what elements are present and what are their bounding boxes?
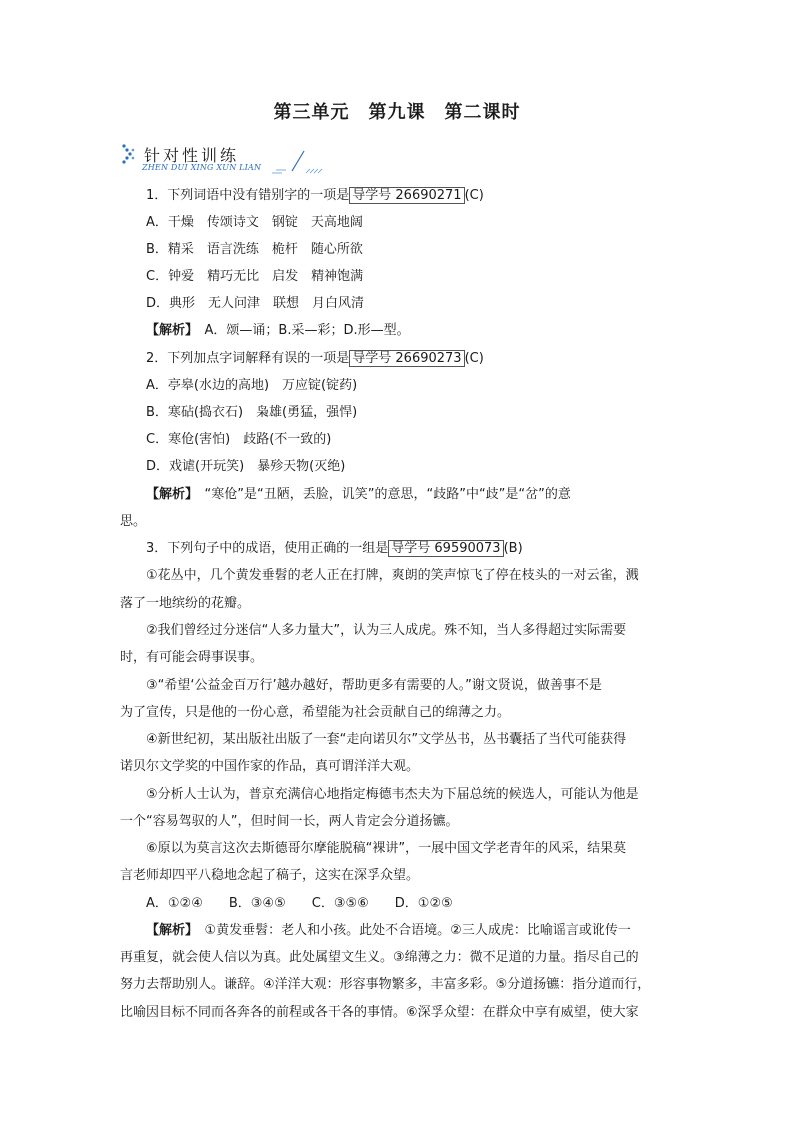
reference-number: 导学号 69590073 <box>388 540 503 557</box>
banner-label: 针对性训练 <box>144 146 240 165</box>
sentence-item-cont: 一个“容易驾驭的人”，但时间一长，两人肯定会分道扬镳。 <box>120 814 459 829</box>
sentence-item: ③“希望‘公益金百万行’越办越好，帮助更多有需要的人。”谢文贤说，做善事不是 <box>146 678 602 693</box>
analysis-continuation: 再重复，就会使人信以为真。此处属望文生义。③绵薄之力：微不足道的力量。指尽自己的 <box>120 950 639 965</box>
analysis-continuation: 比喻因目标不同而各奔各的前程或各干各的事情。⑥深孚众望：在群众中享有威望，使大家 <box>120 1005 639 1020</box>
sentence-item-cont: 时，有可能会碍事误事。 <box>120 650 264 665</box>
answer: (B) <box>503 541 523 556</box>
sentence-item-cont: 落了一地缤纷的花瓣。 <box>120 596 251 611</box>
sentence-item: ⑤分析人士认为，普京充满信心地指定梅德韦杰夫为下届总统的候选人，可能认为他是 <box>146 787 639 802</box>
analysis-continuation: 思。 <box>120 514 147 529</box>
analysis-label: 【解析】 <box>146 923 192 938</box>
option: D．戏谑(开玩笑) 暴殄天物(灭绝) <box>146 459 346 474</box>
reference-number: 导学号 26690273 <box>349 350 464 367</box>
dots-arrow-icon <box>120 143 140 167</box>
option: C．钟爱 精巧无比 启发 精神饱满 <box>146 269 364 284</box>
slash-decoration-icon <box>270 145 330 175</box>
analysis-continuation: 努力去帮助别人。谦辞。④洋洋大观：形容事物繁多，丰富多彩。⑤分道扬镳：指分道而行， <box>120 977 651 992</box>
sentence-item: ①花丛中，几个黄发垂髫的老人正在打牌，爽朗的笑声惊飞了停在枝头的一对云雀，溅 <box>146 568 639 583</box>
banner-pinyin: ZHEN DUI XING XUN LIAN <box>142 163 262 172</box>
sentence-item-cont: 为了宣传，只是他的一份心意，希望能为社会贡献自己的绵薄之力。 <box>120 705 511 720</box>
answer-options: A．①②④ B．③④⑤ C．③⑤⑥ D．①②⑤ <box>146 896 453 911</box>
analysis-label: 【解析】 <box>146 487 192 502</box>
sentence-item-cont: 言老师却四平八稳地念起了稿子，这实在深孚众望。 <box>120 868 420 883</box>
sentence-item: ⑥原以为莫言这次去斯德哥尔摩能脱稿“裸讲”，一展中国文学老青年的风采，结果莫 <box>146 841 627 856</box>
option: C．寒伧(害怕) 歧路(不一致的) <box>146 432 332 447</box>
option: B．寒砧(捣衣石) 枭雄(勇猛，强悍) <box>146 405 358 420</box>
option: A．干燥 传颂诗文 钢锭 天高地阔 <box>146 215 363 230</box>
answer: (C) <box>464 351 484 366</box>
question-2-analysis: 【解析】 “寒伧”是“丑陋，丢脸，讥笑”的意思，“歧路”中“歧”是“岔”的意 <box>146 487 571 502</box>
question-2-stem: 2．下列加点字词解释有误的一项是 导学号 26690273 (C) <box>146 351 484 366</box>
page-title: 第三单元 第九课 第二课时 <box>273 102 521 123</box>
option: A．亭皋(水边的高地) 万应锭(锭药) <box>146 378 358 393</box>
question-3-analysis: 【解析】 ①黄发垂髫：老人和小孩。此处不合语境。②三人成虎：比喻谣言或讹传一 <box>146 923 631 938</box>
option: B．精采 语言洗练 桅杆 随心所欲 <box>146 242 363 257</box>
section-banner <box>120 141 320 177</box>
question-3-stem: 3．下列句子中的成语，使用正确的一组是 导学号 69590073 (B) <box>146 541 523 556</box>
analysis-label: 【解析】 <box>146 323 192 338</box>
sentence-item: ④新世纪初，某出版社出版了一套“走向诺贝尔”文学丛书，丛书囊括了当代可能获得 <box>146 732 627 747</box>
answer: (C) <box>464 188 484 203</box>
sentence-item-cont: 诺贝尔文学奖的中国作家的作品，真可谓洋洋大观。 <box>120 759 420 774</box>
question-1-analysis: 【解析】 A．颂—诵；B.采—彩；D.形—型。 <box>146 323 410 338</box>
option: D．典形 无人问津 联想 月白风清 <box>146 296 365 311</box>
sentence-item: ②我们曾经过分迷信“人多力量大”，认为三人成虎。殊不知，当人多得超过实际需要 <box>146 623 627 638</box>
question-1-stem: 1．下列词语中没有错别字的一项是 导学号 26690271 (C) <box>146 188 484 203</box>
reference-number: 导学号 26690271 <box>349 187 464 204</box>
